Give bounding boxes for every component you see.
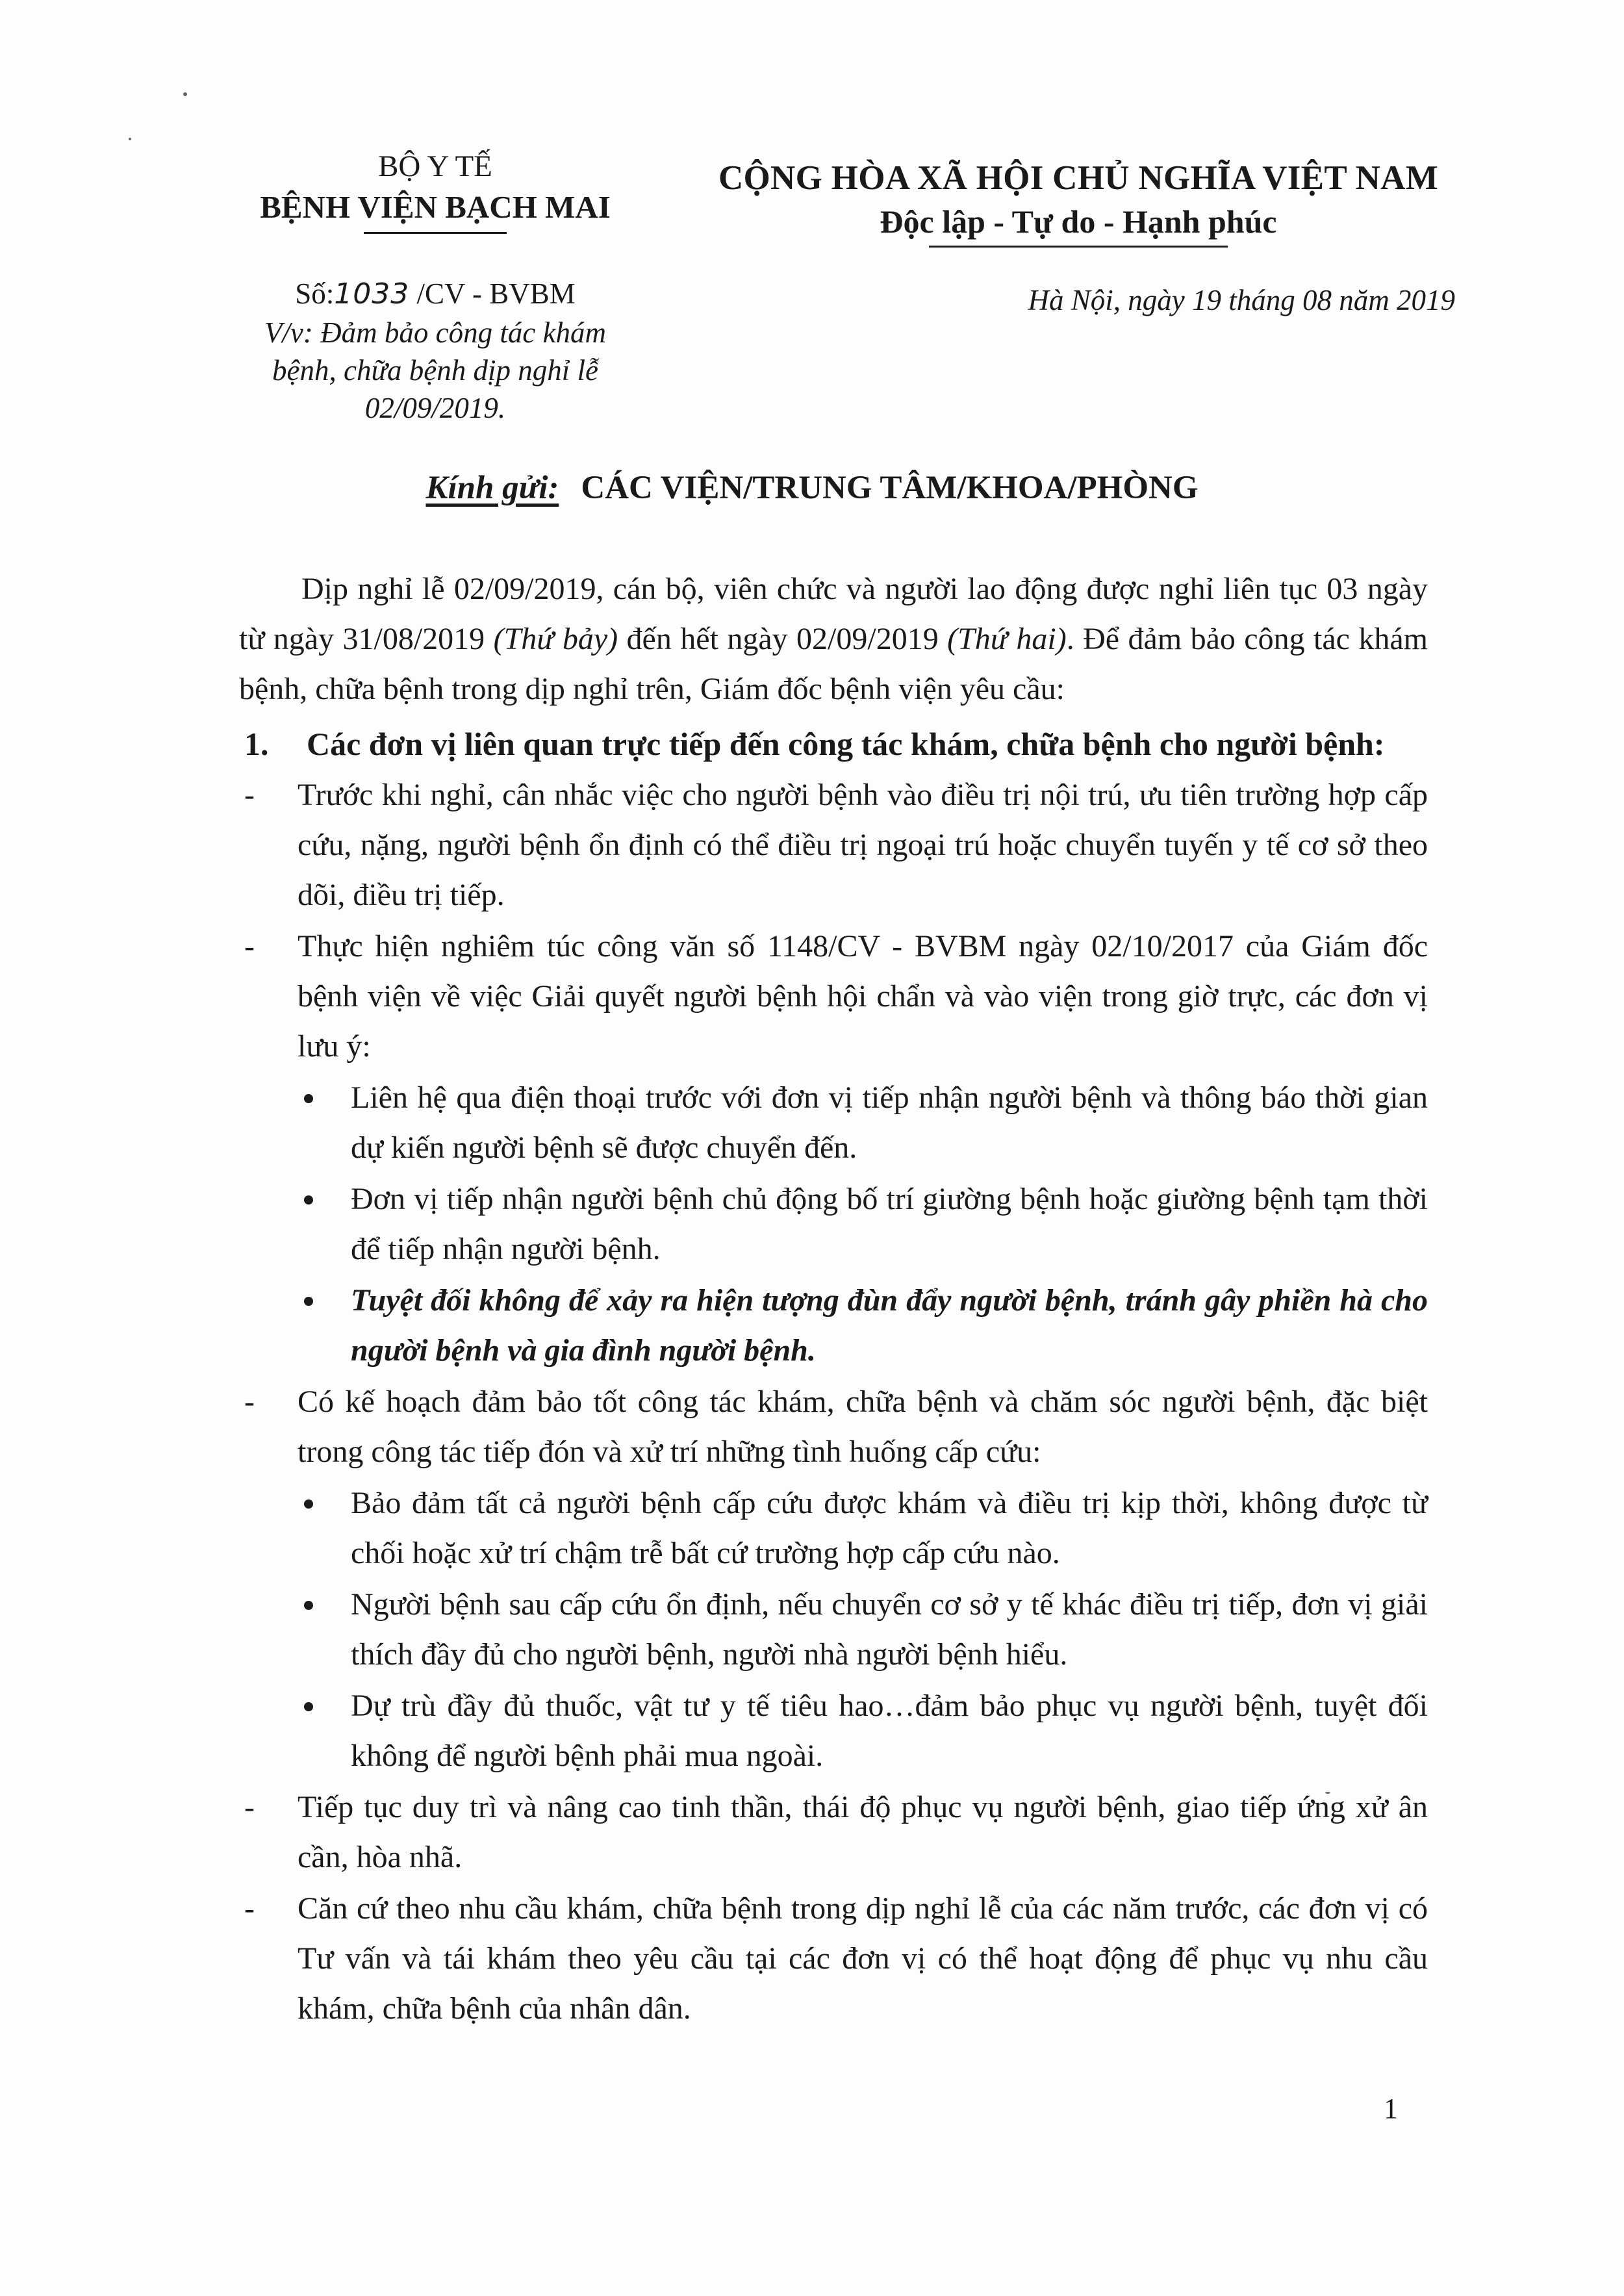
subject-line-1: V/v: Đảm bảo công tác khám — [264, 316, 607, 349]
national-header — [676, 156, 1481, 248]
list-item — [239, 921, 1428, 1071]
dash-marker: - — [244, 1790, 255, 1824]
issue-date: Hà Nội, ngày 19 tháng 08 năm 2019 — [1028, 284, 1455, 316]
intro-text-2: đến hết ngày 02/09/2019 — [618, 622, 948, 656]
scan-speck — [183, 92, 187, 96]
intro-italic-2: (Thứ hai) — [947, 622, 1067, 656]
bullet-dot — [298, 1579, 351, 1679]
number-prefix: Số: — [295, 277, 335, 310]
ministry-name: BỘ Y TẾ — [378, 149, 492, 183]
intro-text-1: Dịp nghỉ lễ 02/09/2019, cán bộ, viên chức và người lao động được nghỉ liên tục 03 ngày từ ngày 31/08/2019 — [239, 572, 1428, 656]
list-item — [239, 1782, 1428, 1882]
list-item — [239, 770, 1428, 920]
issuer-block — [214, 146, 656, 427]
item-text: Có kế hoạch đảm bảo tốt công tác khám, chữa bệnh và chăm sóc người bệnh, đặc biệt trong công tác tiếp đón và xử trí những tình huống cấp cứu: — [298, 1384, 1428, 1469]
bullet-list — [298, 1073, 1428, 1375]
document-number — [214, 274, 656, 314]
recipient-value: CÁC VIỆN/TRUNG TÂM/KHOA/PHÒNG — [581, 470, 1199, 506]
number-suffix: /CV - BVBM — [409, 277, 576, 310]
page-number: 1 — [1384, 2093, 1398, 2124]
intro-italic-1: (Thứ bảy) — [493, 622, 618, 656]
bullet-item — [298, 1174, 1428, 1274]
list-item — [239, 1883, 1428, 2034]
item-text: Căn cứ theo nhu cầu khám, chữa bệnh trong dịp nghỉ lễ của các năm trước, các đơn vị có Tư vấn và tái khám theo yêu cầu tại các đơn vị có thể hoạt động để phục vụ nhu cầu khám, chữa bệnh của nhân dân. — [298, 1891, 1428, 2026]
bullet-text: Liên hệ qua điện thoại trước với đơn vị tiếp nhận người bệnh và thông báo thời gian dự kiến người bệnh sẽ được chuyển đến. — [351, 1080, 1428, 1165]
section-title: Các đơn vị liên quan trực tiếp đến công tác khám, chữa bệnh cho người bệnh: — [307, 726, 1385, 762]
document-body — [239, 564, 1428, 2034]
bullet-dot — [298, 1275, 351, 1375]
scan-speck — [129, 138, 131, 140]
motto-underline — [929, 246, 1228, 248]
hospital-name: BỆNH VIỆN BẠCH MAI — [260, 189, 611, 225]
subject-line-2: bệnh, chữa bệnh dịp nghỉ lễ — [272, 354, 598, 387]
intro-paragraph — [239, 564, 1428, 714]
item-text: Thực hiện nghiêm túc công văn số 1148/CV - BVBM ngày 02/10/2017 của Giám đốc bệnh viện về việc Giải quyết người bệnh hội chẩn và vào viện trong giờ trực, các đơn vị lưu ý: — [298, 929, 1428, 1064]
subject-line-3: 02/09/2019. — [364, 392, 506, 424]
dash-marker: - — [244, 778, 255, 812]
bullet-item — [298, 1478, 1428, 1578]
list-item — [239, 1377, 1428, 1477]
bullet-text: Đơn vị tiếp nhận người bệnh chủ động bố trí giường bệnh hoặc giường bệnh tạm thời để tiếp nhận người bệnh. — [351, 1182, 1428, 1266]
bullet-list — [298, 1478, 1428, 1781]
item-text: Tiếp tục duy trì và nâng cao tinh thần, thái độ phục vụ người bệnh, giao tiếp ứng xử ân cần, hòa nhã. — [298, 1790, 1428, 1874]
recipient-line — [0, 466, 1624, 509]
handwritten-number: 1033 — [334, 277, 410, 311]
dash-marker: - — [244, 1891, 255, 1926]
bullet-dot — [298, 1174, 351, 1274]
bullet-item — [298, 1681, 1428, 1781]
section-number: 1. — [244, 726, 269, 762]
bullet-item — [298, 1073, 1428, 1173]
national-motto: Độc lập - Tự do - Hạnh phúc — [880, 203, 1277, 240]
section-1-heading — [239, 719, 1428, 769]
dash-marker: - — [244, 929, 255, 963]
bullet-text: Bảo đảm tất cả người bệnh cấp cứu được khám và điều trị kịp thời, không được từ chối hoặc xử trí chậm trễ bất cứ trường hợp cấp cứu nào. — [351, 1486, 1428, 1570]
bullet-text-emphasis: Tuyệt đối không để xảy ra hiện tượng đùn đẩy người bệnh, tránh gây phiền hà cho người bệnh và gia đình người bệnh. — [351, 1283, 1428, 1368]
republic-name: CỘNG HÒA XÃ HỘI CHỦ NGHĨA VIỆT NAM — [718, 159, 1439, 197]
bullet-item — [298, 1579, 1428, 1679]
bullet-item — [298, 1275, 1428, 1375]
intro-text-3: . Để đảm bảo công tác khám bệnh, chữa bệnh trong dịp nghỉ trên, Giám đốc bệnh viện yêu cầu: — [239, 622, 1428, 706]
bullet-dot — [298, 1681, 351, 1781]
dash-marker: - — [244, 1384, 255, 1419]
bullet-text: Dự trù đầy đủ thuốc, vật tư y tế tiêu hao…đảm bảo phục vụ người bệnh, tuyệt đối không để người bệnh phải mua ngoài. — [351, 1689, 1428, 1773]
bullet-dot — [298, 1073, 351, 1173]
item-text: Trước khi nghỉ, cân nhắc việc cho người bệnh vào điều trị nội trú, ưu tiên trường hợp cấp cứu, nặng, người bệnh ổn định có thể điều trị ngoại trú hoặc chuyển tuyến y tế cơ sở theo dõi, điều trị tiếp. — [298, 778, 1428, 912]
bullet-text: Người bệnh sau cấp cứu ổn định, nếu chuyển cơ sở y tế khác điều trị tiếp, đơn vị giải thích đầy đủ cho người bệnh, người nhà người bệnh hiểu. — [351, 1587, 1428, 1672]
recipient-label: Kính gửi: — [425, 470, 559, 506]
bullet-dot — [298, 1478, 351, 1578]
issuer-underline — [364, 232, 507, 234]
